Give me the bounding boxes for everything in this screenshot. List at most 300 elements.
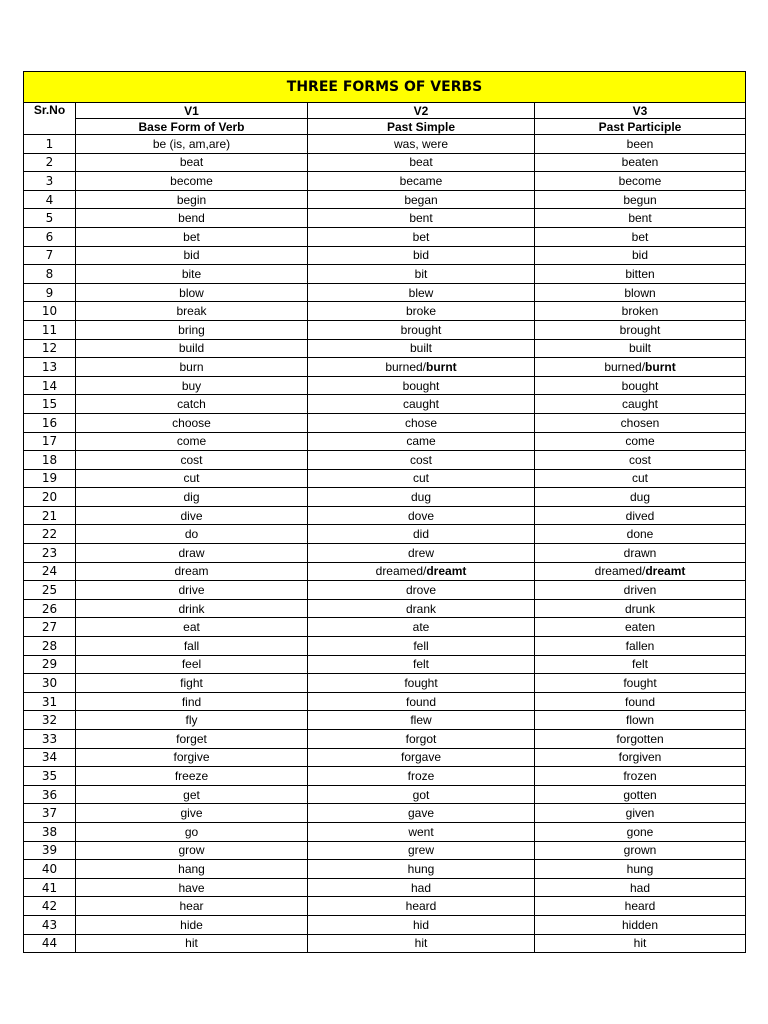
v2-cell	[308, 878, 535, 897]
v1-cell-text: bend	[178, 211, 205, 226]
v1-cell-text: burn	[179, 359, 204, 374]
sr-no-cell-text: 38	[41, 824, 58, 839]
sr-no-cell-text: 10	[41, 304, 58, 319]
table-row	[24, 246, 746, 265]
v3-subheader: Past Participle	[535, 119, 746, 135]
v1-cell-text: be (is, am,are)	[152, 136, 231, 151]
v2-cell-text: brought	[400, 322, 442, 337]
table-row	[24, 320, 746, 339]
v3-cell-text: hidden	[621, 917, 659, 932]
sr-no-cell-text: 42	[41, 899, 58, 914]
v3-cell	[535, 488, 746, 507]
v1-cell-text: build	[178, 341, 205, 356]
v3-cell-text: driven	[623, 583, 657, 598]
v3-cell	[535, 339, 746, 358]
table-row	[24, 934, 746, 953]
v1-cell-text: grow	[178, 843, 205, 858]
sr-no-header: Sr.No	[24, 103, 76, 135]
v1-cell-text: cost	[180, 452, 203, 467]
table-row	[24, 172, 746, 191]
v1-cell	[76, 153, 308, 172]
table-row	[24, 283, 746, 302]
sr-no-cell	[24, 358, 76, 377]
sr-no-cell-text: 18	[41, 452, 58, 467]
v2-cell-alt-text: burnt	[426, 359, 457, 374]
sr-no-cell	[24, 469, 76, 488]
v1-cell-text: break	[176, 304, 207, 319]
v1-cell	[76, 544, 308, 563]
table-row	[24, 358, 746, 377]
v3-cell	[535, 135, 746, 154]
sr-no-cell	[24, 711, 76, 730]
v2-cell-text: came	[406, 434, 436, 449]
sr-no-cell	[24, 934, 76, 953]
table-row	[24, 209, 746, 228]
v1-cell-text: hit	[185, 936, 198, 951]
v1-cell-text: buy	[181, 378, 202, 393]
v1-cell	[76, 637, 308, 656]
v3-cell	[535, 190, 746, 209]
sr-no-cell	[24, 618, 76, 637]
v1-cell	[76, 302, 308, 321]
v3-cell-text: heard	[624, 899, 656, 914]
sr-no-cell-text: 41	[41, 880, 58, 895]
sr-no-cell	[24, 488, 76, 507]
table-row	[24, 711, 746, 730]
v2-cell-text: grew	[407, 843, 434, 858]
v2-cell-text: chose	[404, 415, 438, 430]
verb-forms-table	[23, 71, 746, 953]
sr-no-cell-text: 5	[45, 211, 54, 226]
v3-cell	[535, 395, 746, 414]
v3-cell	[535, 674, 746, 693]
sr-no-cell-text: 28	[41, 638, 58, 653]
v2-cell	[308, 469, 535, 488]
sr-no-cell-text: 8	[45, 266, 54, 281]
header-row	[24, 103, 746, 119]
v2-cell	[308, 190, 535, 209]
v2-cell	[308, 320, 535, 339]
v2-cell-text: fell	[413, 638, 429, 653]
v3-cell-text: grown	[623, 843, 657, 858]
sr-no-cell-text: 31	[41, 694, 58, 709]
sr-no-cell-text: 32	[41, 713, 58, 728]
v3-cell-text: cost	[629, 452, 652, 467]
sr-no-cell	[24, 209, 76, 228]
v2-cell-text: bit	[414, 266, 428, 281]
table-row	[24, 804, 746, 823]
v3-cell	[535, 730, 746, 749]
v3-cell-text: hung	[626, 861, 654, 876]
v2-cell-text: built	[409, 341, 432, 356]
sr-no-cell-text: 4	[45, 192, 54, 207]
sr-no-cell-text: 22	[41, 527, 58, 542]
sr-no-cell	[24, 637, 76, 656]
table-row	[24, 562, 746, 581]
v2-cell-text: flew	[410, 713, 432, 728]
v1-cell-text: begin	[176, 192, 207, 207]
v3-cell	[535, 618, 746, 637]
v1-cell	[76, 451, 308, 470]
v3-cell-text: felt	[632, 657, 649, 672]
v2-cell	[308, 544, 535, 563]
v2-cell-text: heard	[405, 899, 437, 914]
v3-cell-text: become	[618, 173, 662, 188]
sr-no-cell	[24, 190, 76, 209]
v2-cell-text: had	[410, 880, 432, 895]
v3-cell-text: drawn	[623, 545, 657, 560]
sr-no-cell-text: 15	[41, 397, 58, 412]
v1-cell-text: beat	[179, 155, 204, 170]
table-row	[24, 265, 746, 284]
table-row	[24, 506, 746, 525]
table-row	[24, 544, 746, 563]
v3-cell	[535, 934, 746, 953]
v2-cell-text: hid	[412, 917, 429, 932]
v1-cell	[76, 469, 308, 488]
v3-cell-text: chosen	[620, 415, 660, 430]
v2-cell-text: bent	[409, 211, 433, 226]
v1-cell-text: become	[170, 173, 213, 188]
v2-cell	[308, 767, 535, 786]
v3-cell-text: given	[625, 806, 655, 821]
table-row	[24, 822, 746, 841]
table-row	[24, 135, 746, 154]
v1-cell-text: dig	[183, 490, 200, 505]
table-row	[24, 878, 746, 897]
v1-cell-text: cut	[183, 471, 200, 486]
sr-no-cell-text: 13	[41, 359, 58, 374]
sr-no-cell	[24, 748, 76, 767]
v1-cell-text: blow	[179, 285, 204, 300]
v3-cell	[535, 878, 746, 897]
v3-cell	[535, 860, 746, 879]
v3-cell	[535, 841, 746, 860]
v1-cell	[76, 265, 308, 284]
v1-cell	[76, 804, 308, 823]
sr-no-cell-text: 17	[41, 434, 58, 449]
sr-no-cell-text: 26	[41, 601, 58, 616]
v3-cell-text: beaten	[621, 155, 659, 170]
v2-cell-text: felt	[412, 657, 429, 672]
v1-cell-text: fly	[185, 713, 198, 728]
v3-cell-text: had	[629, 880, 651, 895]
v1-cell	[76, 227, 308, 246]
v1-cell	[76, 172, 308, 191]
sr-no-cell	[24, 915, 76, 934]
v3-cell-text: bent	[628, 211, 652, 226]
v1-cell-text: bet	[183, 229, 200, 244]
sr-no-cell-text: 40	[41, 861, 58, 876]
v1-cell-text: bring	[178, 322, 205, 337]
sr-no-cell	[24, 432, 76, 451]
v2-cell	[308, 730, 535, 749]
v1-cell-text: drive	[178, 583, 205, 598]
v3-cell-text: cut	[632, 471, 649, 486]
v1-cell	[76, 785, 308, 804]
v3-cell-text: bet	[631, 229, 649, 244]
v3-cell	[535, 376, 746, 395]
v3-cell	[535, 822, 746, 841]
v3-cell	[535, 302, 746, 321]
v1-cell-text: bite	[181, 266, 202, 281]
v2-cell	[308, 897, 535, 916]
v3-cell	[535, 413, 746, 432]
sr-no-cell-text: 25	[41, 583, 58, 598]
v1-cell	[76, 655, 308, 674]
v2-cell-text: broke	[405, 304, 437, 319]
v2-cell-text: bought	[402, 378, 440, 393]
v2-cell	[308, 209, 535, 228]
table-row	[24, 637, 746, 656]
v1-cell	[76, 767, 308, 786]
v2-cell	[308, 488, 535, 507]
v1-cell-text: forgive	[173, 750, 210, 765]
sr-no-cell	[24, 172, 76, 191]
v1-cell	[76, 395, 308, 414]
sr-no-cell-text: 14	[41, 378, 58, 393]
v2-cell-text: dove	[407, 508, 435, 523]
v3-cell-alt-text: burnt	[645, 359, 676, 374]
v3-cell-text: begun	[623, 192, 657, 207]
v3-cell	[535, 358, 746, 377]
sr-no-cell	[24, 506, 76, 525]
sr-no-cell-text: 11	[41, 322, 58, 337]
sr-no-cell-text: 6	[45, 229, 54, 244]
sr-no-cell	[24, 135, 76, 154]
v2-cell	[308, 581, 535, 600]
v1-cell	[76, 283, 308, 302]
table-row	[24, 469, 746, 488]
sr-no-cell	[24, 246, 76, 265]
v1-cell-text: eat	[183, 620, 200, 635]
v1-cell	[76, 506, 308, 525]
sr-no-cell	[24, 283, 76, 302]
v3-cell-text: done	[626, 527, 654, 542]
table-row	[24, 730, 746, 749]
v2-cell	[308, 860, 535, 879]
sr-no-cell-text: 7	[45, 248, 54, 263]
v1-cell	[76, 822, 308, 841]
v2-cell-text: caught	[402, 397, 440, 412]
v3-cell	[535, 915, 746, 934]
v3-cell	[535, 544, 746, 563]
v3-cell	[535, 748, 746, 767]
v1-cell	[76, 562, 308, 581]
v2-cell	[308, 618, 535, 637]
v1-cell	[76, 748, 308, 767]
v1-cell	[76, 190, 308, 209]
v3-cell-alt-text: dreamt	[645, 564, 686, 579]
sr-no-cell-text: 3	[45, 173, 54, 188]
v1-cell	[76, 358, 308, 377]
v2-cell-text: found	[405, 694, 437, 709]
v2-header: V2	[308, 103, 535, 119]
sr-no-cell	[24, 395, 76, 414]
v3-cell	[535, 599, 746, 618]
sr-no-cell	[24, 822, 76, 841]
v3-cell	[535, 283, 746, 302]
v1-cell-text: dive	[180, 508, 203, 523]
sr-no-cell	[24, 153, 76, 172]
v1-header: V1	[76, 103, 308, 119]
v2-cell-text: burned/	[385, 359, 427, 374]
v2-cell-text: dreamed/	[375, 564, 427, 579]
v2-cell	[308, 599, 535, 618]
v2-cell	[308, 246, 535, 265]
v1-cell-text: hang	[178, 861, 205, 876]
v2-cell	[308, 302, 535, 321]
table-row	[24, 395, 746, 414]
v3-cell	[535, 153, 746, 172]
v1-cell	[76, 897, 308, 916]
v3-cell	[535, 637, 746, 656]
sr-no-cell	[24, 785, 76, 804]
table-row	[24, 581, 746, 600]
v2-cell	[308, 655, 535, 674]
table-row	[24, 692, 746, 711]
v3-cell-text: burned/	[604, 359, 646, 374]
v3-cell-text: dreamed/	[594, 564, 646, 579]
v3-cell-text: fallen	[625, 638, 655, 653]
v1-cell	[76, 432, 308, 451]
v2-cell-text: became	[399, 173, 443, 188]
v2-cell-alt-text: dreamt	[426, 564, 467, 579]
v2-cell-text: began	[404, 192, 438, 207]
sr-no-cell-text: 29	[41, 657, 58, 672]
sr-no-cell-text: 44	[41, 936, 58, 951]
table-row	[24, 599, 746, 618]
v2-cell	[308, 153, 535, 172]
v1-cell	[76, 618, 308, 637]
table-row	[24, 413, 746, 432]
v2-cell	[308, 506, 535, 525]
sr-no-cell-text: 9	[45, 285, 54, 300]
v3-cell	[535, 469, 746, 488]
v1-subheader: Base Form of Verb	[76, 119, 308, 135]
v1-cell-text: forget	[176, 731, 207, 746]
v1-cell	[76, 674, 308, 693]
table-row	[24, 748, 746, 767]
sr-no-cell	[24, 320, 76, 339]
sr-no-cell	[24, 451, 76, 470]
v2-cell	[308, 451, 535, 470]
v3-cell	[535, 767, 746, 786]
v2-cell-text: drank	[405, 601, 437, 616]
v3-cell-text: come	[625, 434, 655, 449]
v1-cell-text: feel	[181, 657, 202, 672]
table-row	[24, 227, 746, 246]
v3-cell	[535, 246, 746, 265]
v1-cell	[76, 320, 308, 339]
v3-cell-text: been	[626, 136, 654, 151]
v3-cell	[535, 320, 746, 339]
v1-cell	[76, 878, 308, 897]
v2-cell	[308, 376, 535, 395]
v2-cell	[308, 227, 535, 246]
v3-cell-text: gotten	[623, 787, 657, 802]
v3-cell-text: dug	[629, 490, 651, 505]
v1-cell-text: bid	[183, 248, 200, 263]
v3-cell-text: flown	[626, 713, 655, 728]
sr-no-cell	[24, 841, 76, 860]
v1-cell	[76, 841, 308, 860]
sr-no-cell	[24, 376, 76, 395]
v1-cell-text: have	[178, 880, 205, 895]
v3-cell	[535, 785, 746, 804]
v3-cell-text: forgotten	[616, 731, 664, 746]
table-row	[24, 432, 746, 451]
title-row	[24, 72, 746, 103]
sr-no-cell-text: 34	[41, 750, 58, 765]
v2-cell-text: did	[412, 527, 429, 542]
v1-cell	[76, 581, 308, 600]
v1-cell-text: fall	[183, 638, 200, 653]
v2-subheader: Past Simple	[308, 119, 535, 135]
sr-no-cell-text: 37	[41, 806, 58, 821]
sr-no-cell	[24, 878, 76, 897]
table-row	[24, 785, 746, 804]
v1-cell	[76, 860, 308, 879]
sr-no-cell	[24, 339, 76, 358]
table-row	[24, 897, 746, 916]
sr-no-cell-text: 39	[41, 843, 58, 858]
sr-no-cell-text: 23	[41, 545, 58, 560]
v1-cell	[76, 525, 308, 544]
v2-cell	[308, 395, 535, 414]
v1-cell-text: give	[180, 806, 203, 821]
v3-cell	[535, 562, 746, 581]
table-title: THREE FORMS OF VERBS	[24, 72, 746, 103]
sr-no-cell	[24, 581, 76, 600]
v3-cell	[535, 265, 746, 284]
v2-cell	[308, 915, 535, 934]
v2-cell	[308, 135, 535, 154]
table-row	[24, 339, 746, 358]
v1-cell-text: come	[176, 434, 207, 449]
v1-cell-text: get	[183, 787, 200, 802]
v1-cell-text: hide	[180, 917, 203, 932]
v1-cell	[76, 934, 308, 953]
sr-no-cell	[24, 525, 76, 544]
v3-cell	[535, 711, 746, 730]
table-row	[24, 451, 746, 470]
v3-cell-text: hit	[633, 936, 647, 951]
subheader-row	[24, 119, 746, 135]
v1-cell-text: find	[181, 694, 202, 709]
v2-cell-text: bet	[412, 229, 430, 244]
v3-cell-text: frozen	[623, 768, 657, 783]
v3-cell	[535, 432, 746, 451]
v2-cell	[308, 432, 535, 451]
v2-cell	[308, 785, 535, 804]
sr-no-cell	[24, 599, 76, 618]
v2-cell	[308, 934, 535, 953]
v3-cell	[535, 525, 746, 544]
sr-no-cell-text: 36	[41, 787, 58, 802]
table-row	[24, 767, 746, 786]
v3-cell-text: bitten	[625, 266, 655, 281]
v2-cell	[308, 283, 535, 302]
v2-cell-text: forgave	[400, 750, 442, 765]
v3-cell-text: dived	[625, 508, 655, 523]
v3-cell	[535, 227, 746, 246]
sr-no-cell	[24, 860, 76, 879]
v3-header: V3	[535, 103, 746, 119]
v3-cell-text: broken	[621, 304, 659, 319]
v2-cell	[308, 711, 535, 730]
sr-no-cell	[24, 544, 76, 563]
